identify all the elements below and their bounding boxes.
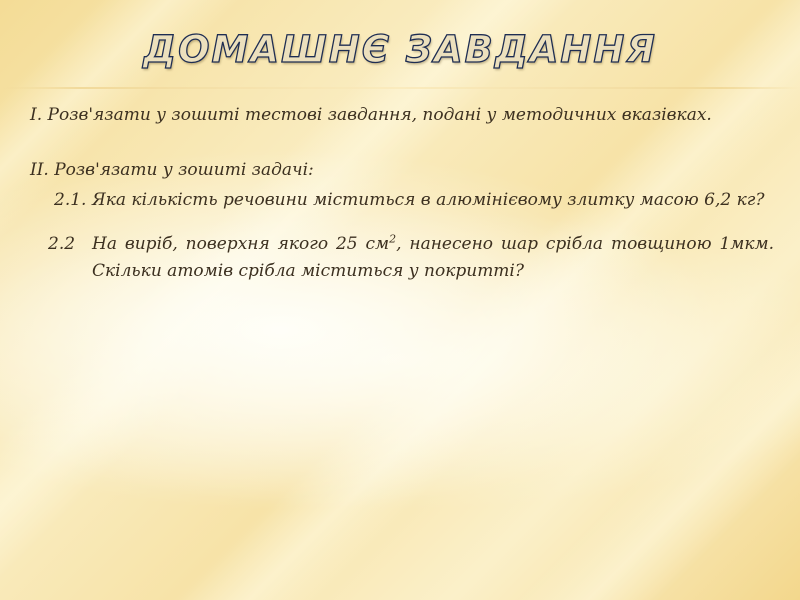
task-2-2 bbox=[30, 231, 774, 285]
assignment-part-2-heading: ІІ. Розв'язати у зошиті задачі: bbox=[30, 160, 314, 180]
task-text-after: , нанесено шар срібла товщиною 1мкм. Скільки атомів срібла міститься у покритті? bbox=[92, 234, 775, 281]
task-number: 2.1. bbox=[54, 190, 87, 210]
task-2-1 bbox=[30, 187, 774, 214]
task-text: Яка кількість речовини міститься в алюмінієвому злитку масою 6,2 кг? bbox=[92, 190, 765, 210]
slide-title: ДОМАШНЄ ЗАВДАННЯ bbox=[143, 28, 657, 71]
superscript-exponent: 2 bbox=[389, 232, 397, 246]
task-text-before: На виріб, поверхня якого 25 см bbox=[92, 234, 390, 254]
assignment-part-1: І. Розв'язати у зошиті тестові завдання, подані у методичних вказівках. bbox=[30, 105, 712, 125]
title-divider bbox=[0, 87, 800, 89]
slide-content bbox=[30, 102, 774, 302]
task-number: 2.2 bbox=[48, 234, 76, 254]
